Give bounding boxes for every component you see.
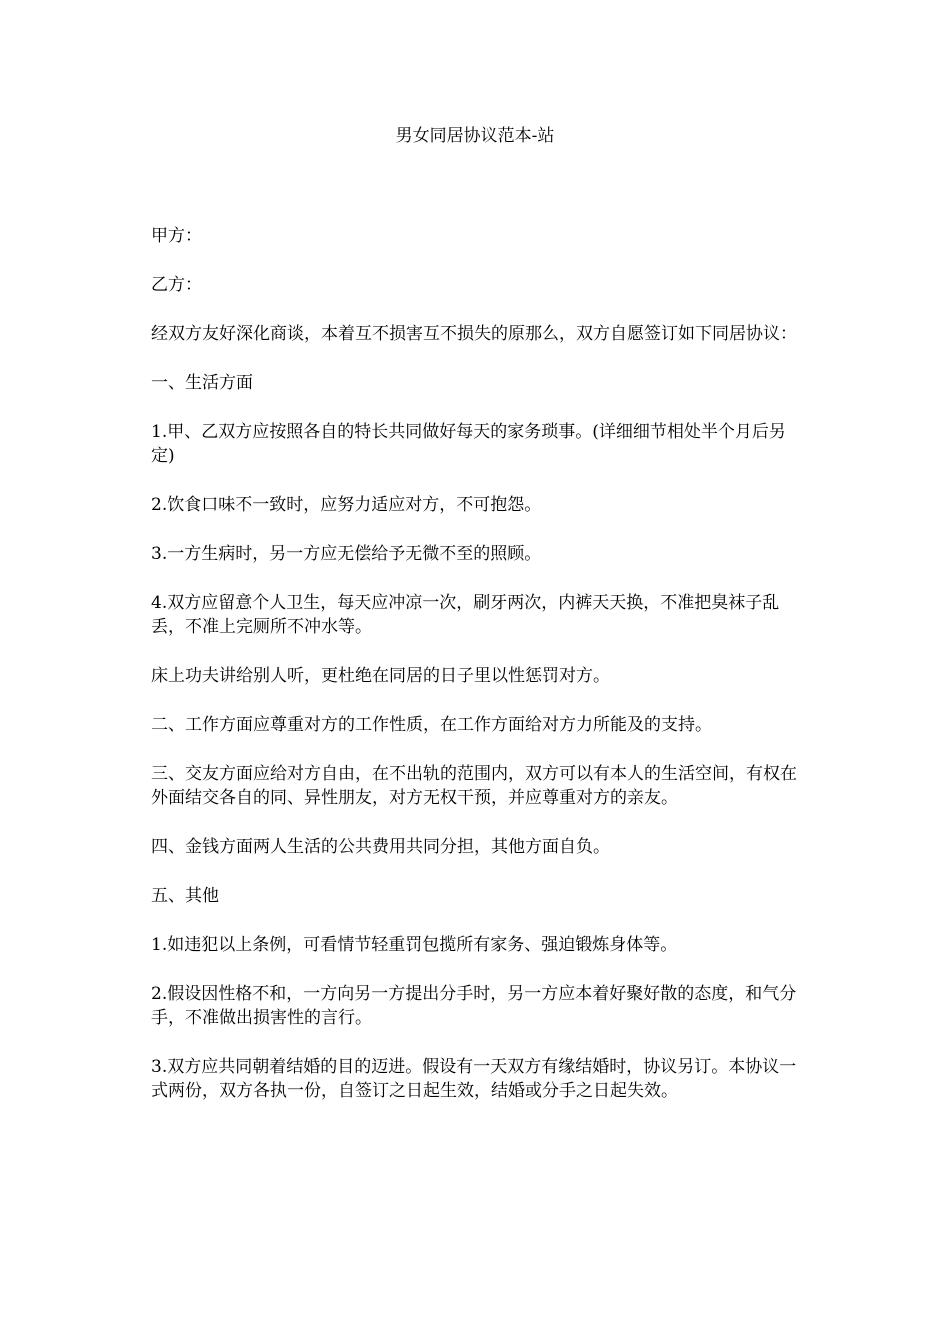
section-work: 二、工作方面应尊重对方的工作性质，在工作方面给对方力所能及的支持。 (151, 715, 712, 735)
document-title: 男女同居协议范本-站 (395, 126, 555, 146)
clause-other-1: 1.如违犯以上条例，可看情节轻重罚包揽所有家务、强迫锻炼身体等。 (151, 935, 678, 955)
clause-other-2: 2.假设因性格不和，一方向另一方提出分手时，另一方应本着好聚好散的态度，和气分手，不准做出损害性的言行。 (151, 984, 797, 1028)
clause-life-2: 2.饮食口味不一致时，应努力适应对方，不可抱怨。 (151, 495, 542, 515)
section-money: 四、金钱方面两人生活的公共费用共同分担，其他方面自负。 (151, 837, 610, 857)
clause-life-4: 4.双方应留意个人卫生，每天应冲凉一次，刷牙两次，内裤天天换，不准把臭袜子乱丢，不准上完厕所不冲水等。 (151, 593, 780, 637)
document-body (151, 224, 801, 1128)
clause-life-3: 3.一方生病时，另一方应无偿给予无微不至的照顾。 (151, 544, 542, 564)
clause-life-5: 床上功夫讲给别人听，更杜绝在同居的日子里以性惩罚对方。 (151, 666, 610, 686)
clause-other-3: 3.双方应共同朝着结婚的目的迈进。假设有一天双方有缘结婚时，协议另订。本协议一式两份，双方各执一份，自签订之日起生效，结婚或分手之日起失效。 (151, 1057, 797, 1101)
preamble-paragraph: 经双方友好深化商谈，本着互不损害互不损失的原那么，双方自愿签订如下同居协议： (151, 324, 797, 344)
party-a-line: 甲方： (151, 226, 202, 246)
section-heading-other: 五、其他 (151, 886, 219, 906)
party-b-line: 乙方： (151, 275, 202, 295)
section-friends: 三、交友方面应给对方自由，在不出轨的范围内，双方可以有本人的生活空间，有权在外面结交各自的同、异性朋友，对方无权干预，并应尊重对方的亲友。 (151, 764, 797, 808)
clause-life-1: 1.甲、乙双方应按照各自的特长共同做好每天的家务琐事。(详细细节相处半个月后另定) (151, 422, 786, 466)
section-heading-life: 一、生活方面 (151, 373, 253, 393)
